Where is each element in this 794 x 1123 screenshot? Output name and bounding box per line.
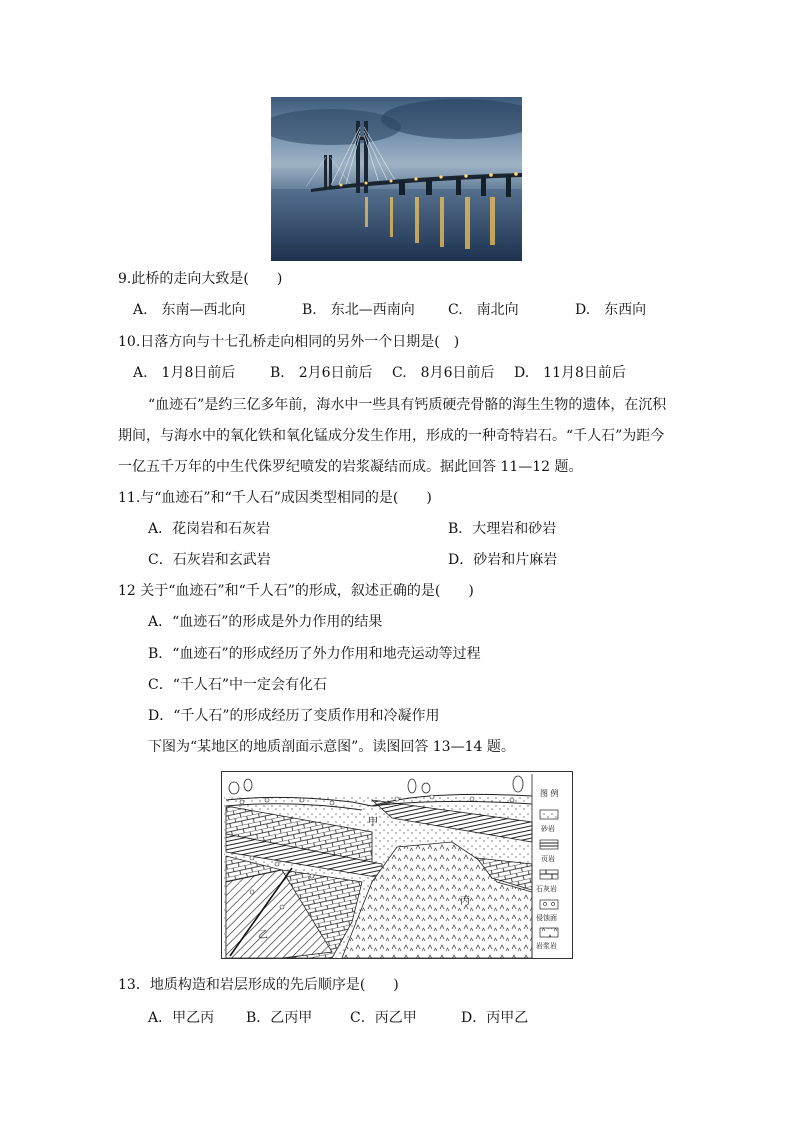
question-10-option-d[interactable]: D. 11月8日前后 (514, 365, 626, 381)
label-jia: 甲 (368, 817, 378, 828)
legend-limestone: 石灰岩 (536, 885, 557, 893)
question-9-option-b[interactable]: B. 东北—西南向 (302, 302, 415, 318)
bridge-photo (271, 97, 522, 261)
question-12-option-c[interactable]: C．“千人石”中一定会有化石 (148, 677, 328, 693)
label-bing: 丙 (460, 896, 470, 907)
question-11-option-d[interactable]: D．砂岩和片麻岩 (448, 552, 558, 568)
label-yi: 乙 (258, 930, 268, 941)
question-13-option-b[interactable]: B．乙丙甲 (246, 1010, 313, 1026)
legend-erosion-surface: 侵蚀面 (536, 914, 557, 922)
question-9-option-d[interactable]: D. 东西向 (575, 302, 647, 318)
geologic-section-diagram (221, 771, 573, 959)
question-9-stem: 9.此桥的走向大致是( ) (118, 271, 283, 287)
question-13-option-c[interactable]: C．丙乙甲 (350, 1010, 417, 1026)
question-11-option-a[interactable]: A．花岗岩和石灰岩 (148, 521, 271, 537)
question-12-stem: 12 关于“血迹石”和“千人石”的形成，叙述正确的是( ) (118, 583, 474, 599)
question-10-option-c[interactable]: C. 8月6日前后 (392, 365, 495, 381)
question-10-stem: 10.日落方向与十七孔桥走向相同的另外一个日期是( ) (118, 334, 460, 350)
passage-1-line-1: “血迹石”是约三亿多年前，海水中一些具有钙质硬壳骨骼的海生生物的遗体，在沉积 (148, 397, 667, 413)
question-11-stem: 11.与“血迹石”和“千人石”成因类型相同的是( ) (118, 490, 432, 506)
question-12-option-a[interactable]: A．“血迹石”的形成是外力作用的结果 (148, 614, 383, 630)
question-12-option-d[interactable]: D．“千人石”的形成经历了变质作用和冷凝作用 (148, 708, 440, 724)
legend-shale: 页岩 (541, 855, 555, 863)
question-9-option-c[interactable]: C. 南北向 (448, 302, 519, 318)
question-11-option-c[interactable]: C．石灰岩和玄武岩 (148, 552, 271, 568)
question-13-option-a[interactable]: A．甲乙丙 (148, 1010, 215, 1026)
question-13-stem: 13．地质构造和岩层形成的先后顺序是( ) (118, 977, 399, 993)
passage-1-line-2: 期间，与海水中的氧化铁和氧化锰成分发生作用，形成的一种奇特岩石。“千人石”为距今 (118, 428, 665, 444)
passage-1-line-3: 一亿五千万年的中生代侏罗纪喷发的岩浆凝结而成。据此回答 11—12 题。 (118, 459, 583, 475)
question-13-option-d[interactable]: D．丙甲乙 (461, 1010, 529, 1026)
legend-title: 图 例 (540, 789, 559, 798)
question-10-option-a[interactable]: A. 1月8日前后 (133, 365, 236, 381)
question-10-option-b[interactable]: B. 2月6日前后 (270, 365, 373, 381)
legend-sandstone: 砂岩 (541, 825, 555, 833)
question-11-option-b[interactable]: B．大理岩和砂岩 (448, 521, 557, 537)
legend-magmatic-rock: 岩浆岩 (536, 942, 557, 950)
passage-2-text: 下图为“某地区的地质剖面示意图”。读图回答 13—14 题。 (148, 739, 515, 755)
question-12-option-b[interactable]: B．“血迹石”的形成经历了外力作用和地壳运动等过程 (148, 646, 481, 662)
question-9-option-a[interactable]: A. 东南—西北向 (133, 302, 246, 318)
